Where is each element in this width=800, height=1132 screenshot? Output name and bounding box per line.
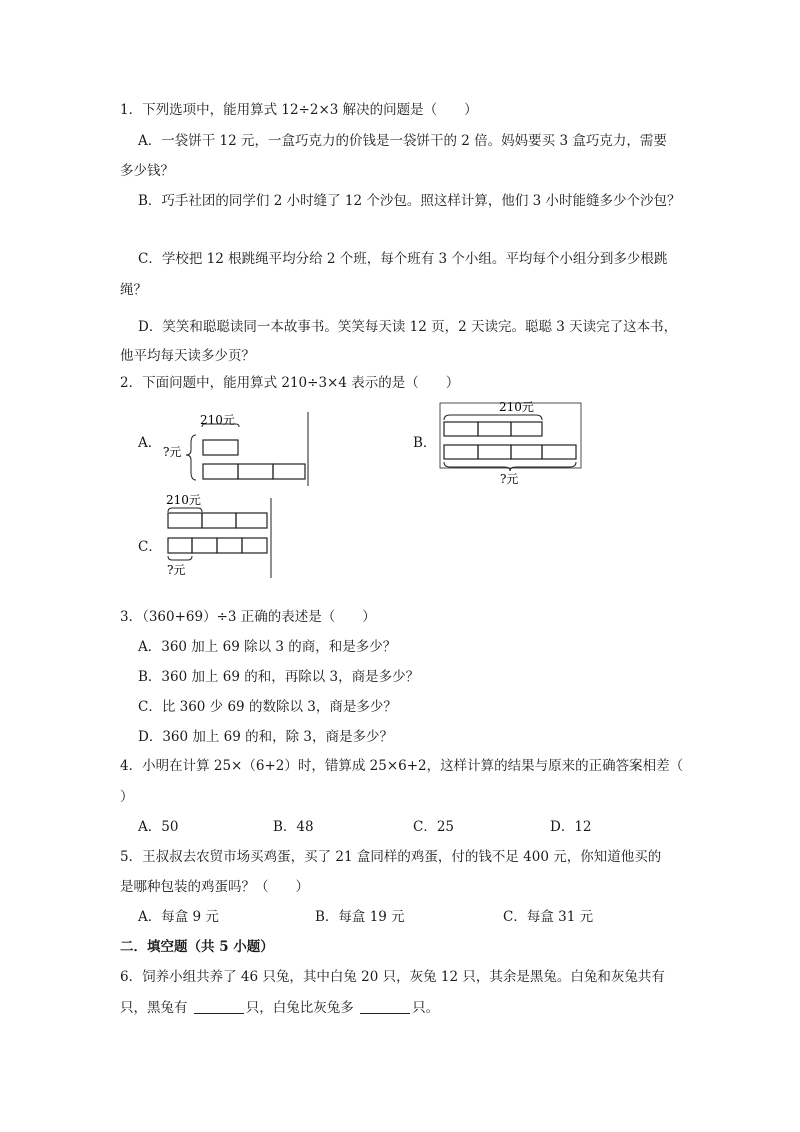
q1-option-d: D．笑笑和聪聪读同一本故事书。笑笑每天读 12 页，2 天读完。聪聪 3 天读完了这本书， xyxy=(138,319,678,335)
figure-c-unknown: ?元 xyxy=(167,563,186,577)
q6-text-1: 只，黑兔有 xyxy=(120,1000,188,1016)
q5-stem-cont: 是哪种包装的鸡蛋吗？（ ） xyxy=(120,879,309,895)
q3-option-c: C．比 360 少 69 的数除以 3，商是多少？ xyxy=(138,699,397,715)
figure-c-amount: 210元 xyxy=(166,493,201,507)
q2-figure-a xyxy=(160,410,310,488)
q2-stem: 2．下面问题中，能用算式 210÷3×4 表示的是（ ） xyxy=(120,375,460,391)
q1-option-c-cont: 绳？ xyxy=(120,282,147,298)
q4-stem: 4．小明在计算 25×（6+2）时，错算成 25×6+2，这样计算的结果与原来的正确答案相差（ xyxy=(120,758,684,774)
q4-option-d: D．12 xyxy=(550,819,592,835)
figure-b-unknown: ?元 xyxy=(500,472,519,486)
q6-stem-cont xyxy=(120,999,439,1017)
q5-option-c: C．每盒 31 元 xyxy=(503,909,594,925)
q5-stem: 5．王叔叔去农贸市场买鸡蛋，买了 21 盒同样的鸡蛋，付的钱不足 400 元，你知道他买的 xyxy=(120,849,662,865)
q5-option-a: A．每盒 9 元 xyxy=(138,909,219,925)
q1-stem: 1．下列选项中，能用算式 12÷2×3 解决的问题是（ ） xyxy=(120,102,478,118)
q2-figure-c xyxy=(163,490,275,580)
q2-figure-b xyxy=(438,398,583,488)
section-heading: 二．填空题（共 5 小题） xyxy=(120,939,274,955)
blank-difference[interactable] xyxy=(360,999,410,1014)
q4-option-b: B．48 xyxy=(273,819,314,835)
blank-black-rabbits[interactable] xyxy=(194,999,244,1014)
q2-label-a: A． xyxy=(138,435,162,451)
figure-a-amount: 210元 xyxy=(200,413,235,427)
q2-label-b: B． xyxy=(413,435,437,451)
q1-option-a-cont: 多少钱？ xyxy=(120,163,174,179)
q3-stem: 3．（360+69）÷3 正确的表述是（ ） xyxy=(120,609,376,625)
q6-text-3: 只。 xyxy=(412,1000,440,1016)
q5-option-b: B．每盒 19 元 xyxy=(315,909,405,925)
q1-option-a: A．一袋饼干 12 元，一盒巧克力的价钱是一袋饼干的 2 倍。妈妈要买 3 盒巧克力，需要 xyxy=(138,133,667,149)
q6-text-2: 只，白兔比灰兔多 xyxy=(245,1000,354,1016)
q3-option-d: D．360 加上 69 的和，除 3，商是多少？ xyxy=(138,729,394,745)
q4-option-c: C．25 xyxy=(413,819,455,835)
q4-stem-cont: ） xyxy=(120,789,134,805)
q3-option-a: A．360 加上 69 除以 3 的商，和是多少？ xyxy=(138,639,397,655)
figure-a-unknown: ?元 xyxy=(163,445,182,459)
q6-stem: 6．饲养小组共养了 46 只兔，其中白兔 20 只，灰兔 12 只，其余是黑兔。白兔和灰兔共有 xyxy=(120,969,665,985)
q2-label-c: C． xyxy=(138,539,162,555)
q1-option-d-cont: 他平均每天读多少页？ xyxy=(120,348,255,364)
q1-option-b: B．巧手社团的同学们 2 小时缝了 12 个沙包。照这样计算，他们 3 小时能缝多少个沙包？ xyxy=(138,193,681,209)
q1-option-c: C．学校把 12 根跳绳平均分给 2 个班，每个班有 3 个小组。平均每个小组分到多少根跳 xyxy=(138,251,668,267)
figure-b-amount: 210元 xyxy=(499,400,534,414)
q4-option-a: A．50 xyxy=(138,819,179,835)
q3-option-b: B．360 加上 69 的和，再除以 3，商是多少？ xyxy=(138,669,420,685)
